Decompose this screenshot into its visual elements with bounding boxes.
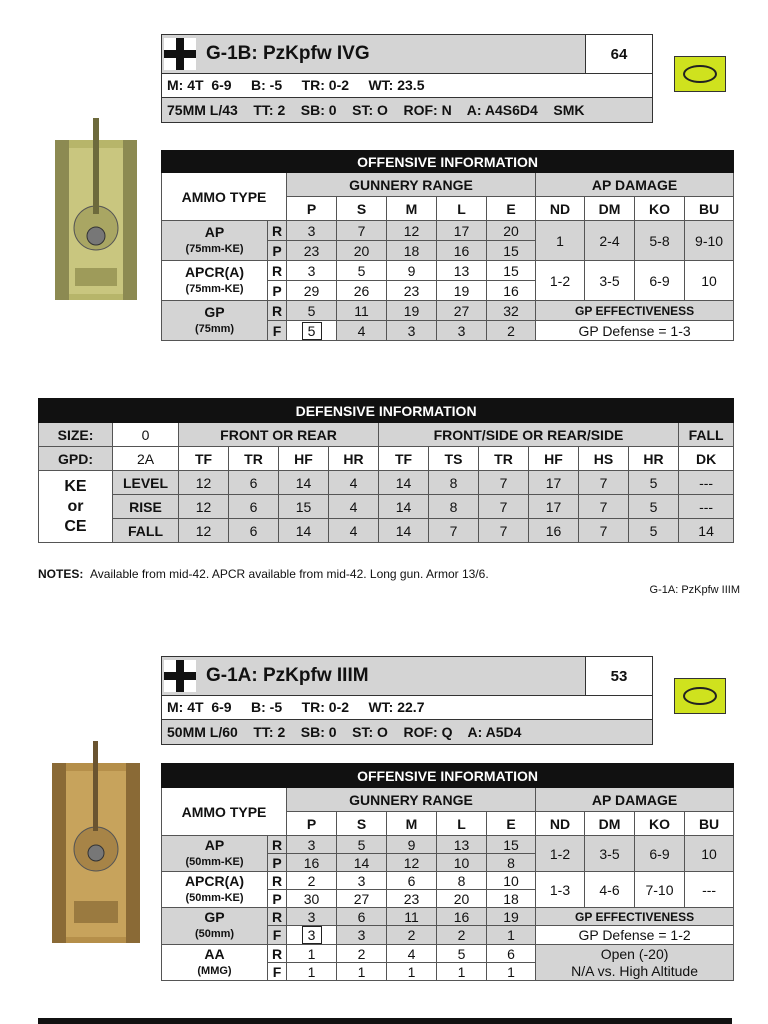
ammo-name: AP xyxy=(204,223,225,240)
armor-col: HF xyxy=(529,447,579,471)
cell: 2-4 xyxy=(585,221,635,261)
cell: 9-10 xyxy=(685,221,734,261)
cell: 17 xyxy=(529,495,579,519)
damage-col: BU xyxy=(685,812,734,836)
level-label: LEVEL xyxy=(113,471,179,495)
cell: 6 xyxy=(229,519,279,543)
ammo-type-header: AMMO TYPE xyxy=(162,788,287,836)
cell: 11 xyxy=(337,301,387,321)
card2-header xyxy=(161,656,653,745)
offensive-info-band: OFFENSIVE INFORMATION xyxy=(162,764,734,788)
cell: 17 xyxy=(529,471,579,495)
row-letter: R xyxy=(268,872,287,890)
cell: --- xyxy=(685,872,734,908)
bottom-band xyxy=(38,1018,732,1024)
row-letter: R xyxy=(268,945,287,963)
cell: 4 xyxy=(329,495,379,519)
cell: 18 xyxy=(387,241,437,261)
ammo-sub: (50mm-KE) xyxy=(185,891,244,904)
cell: 7-10 xyxy=(635,872,685,908)
cell: 13 xyxy=(437,261,487,281)
cell: 12 xyxy=(387,221,437,241)
cell: 15 xyxy=(487,261,536,281)
cell: 26 xyxy=(337,281,387,301)
cell: 14 xyxy=(279,471,329,495)
cell: 14 xyxy=(379,471,429,495)
cell: 6 xyxy=(487,945,536,963)
ap-damage-header: AP DAMAGE xyxy=(536,788,734,812)
row-letter: R xyxy=(268,301,287,321)
cell: 29 xyxy=(287,281,337,301)
cell: 17 xyxy=(437,221,487,241)
cell: 6 xyxy=(337,908,387,926)
next-unit-ref: G-1A: PzKpfw IIIM xyxy=(649,584,740,596)
row-letter: F xyxy=(268,926,287,945)
damage-col: BU xyxy=(685,197,734,221)
cell: 16 xyxy=(487,281,536,301)
row-letter: F xyxy=(268,963,287,981)
damage-col: KO xyxy=(635,197,685,221)
movement-stats: M: 4T 6-9 B: -5 TR: 0-2 WT: 23.5 xyxy=(162,74,652,98)
size-value: 0 xyxy=(113,423,179,447)
row-letter: R xyxy=(268,908,287,926)
cell: 13 xyxy=(437,836,487,854)
ammo-name: APCR(A) xyxy=(184,263,245,280)
tank-image-pzkpfw-iiim xyxy=(52,741,140,951)
cell: 1 xyxy=(287,963,337,981)
row-letter: R xyxy=(268,221,287,241)
fall-label: FALL xyxy=(113,519,179,543)
cell: 14 xyxy=(379,495,429,519)
cell: 7 xyxy=(479,519,529,543)
armor-col: HR xyxy=(329,447,379,471)
cell: 15 xyxy=(487,241,536,261)
cell: 12 xyxy=(179,519,229,543)
rise-label: RISE xyxy=(113,495,179,519)
ammo-sub: (MMG) xyxy=(197,964,232,977)
cell: 10 xyxy=(685,261,734,301)
cell: 19 xyxy=(437,281,487,301)
notes-text: Available from mid-42. APCR available from mid-42. Long gun. Armor 13/6. xyxy=(90,567,489,581)
cell: 7 xyxy=(579,495,629,519)
cell: 3 xyxy=(287,836,337,854)
unit-title: G-1B: PzKpfw IVG xyxy=(206,43,370,64)
cell: 1-2 xyxy=(536,261,585,301)
ammo-name: AP xyxy=(204,836,225,853)
cell: --- xyxy=(679,495,734,519)
cell: 1 xyxy=(536,221,585,261)
cell: 2 xyxy=(287,872,337,890)
cell: 3 xyxy=(287,261,337,281)
offensive-info-band: OFFENSIVE INFORMATION xyxy=(162,151,734,173)
gp-defense: GP Defense = 1-3 xyxy=(536,321,734,341)
cell: 16 xyxy=(529,519,579,543)
unit-cost: 64 xyxy=(585,35,652,73)
ammo-sub: (50mm-KE) xyxy=(185,855,244,868)
cell: 7 xyxy=(479,495,529,519)
cell: 23 xyxy=(387,890,437,908)
armor-col: TF xyxy=(179,447,229,471)
damage-col: KO xyxy=(635,812,685,836)
cell: 4-6 xyxy=(585,872,635,908)
cell: 20 xyxy=(487,221,536,241)
ammo-name: GP xyxy=(204,303,225,320)
front-side-header: FRONT/SIDE OR REAR/SIDE xyxy=(379,423,679,447)
damage-col: DM xyxy=(585,812,635,836)
cell: 2 xyxy=(387,926,437,945)
row-letter: P xyxy=(268,281,287,301)
front-rear-header: FRONT OR REAR xyxy=(179,423,379,447)
gp-defense: GP Defense = 1-2 xyxy=(536,926,734,945)
cell: 1 xyxy=(487,926,536,945)
defensive-info-band: DEFENSIVE INFORMATION xyxy=(39,399,734,423)
row-letter: F xyxy=(268,321,287,341)
cell: 5 xyxy=(629,495,679,519)
cell: 14 xyxy=(379,519,429,543)
cell: 3 xyxy=(287,221,337,241)
cell: 10 xyxy=(437,854,487,872)
ammo-type-header: AMMO TYPE xyxy=(162,173,287,221)
range-col: L xyxy=(437,197,487,221)
ammo-sub: (75mm-KE) xyxy=(185,242,244,255)
armor-col: TF xyxy=(379,447,429,471)
cell: 32 xyxy=(487,301,536,321)
cell: 6-9 xyxy=(635,261,685,301)
gpd-value: 2A xyxy=(113,447,179,471)
cell: 2 xyxy=(437,926,487,945)
or-label: or xyxy=(67,497,84,515)
unit-cost: 53 xyxy=(585,657,652,695)
gunnery-range-header: GUNNERY RANGE xyxy=(287,788,536,812)
gp-effectiveness: GP EFFECTIVENESS xyxy=(536,908,734,926)
cell: 12 xyxy=(387,854,437,872)
ammo-sub: (50mm) xyxy=(194,928,235,940)
cell: 6 xyxy=(387,872,437,890)
cell: 20 xyxy=(437,890,487,908)
range-col: S xyxy=(337,197,387,221)
armor-col: TR xyxy=(229,447,279,471)
cell: 23 xyxy=(387,281,437,301)
gun-stats: 50MM L/60 TT: 2 SB: 0 ST: O ROF: Q A: A5D4 xyxy=(162,720,652,744)
cell: 1 xyxy=(487,963,536,981)
cell: 3 xyxy=(437,321,487,341)
cell: 20 xyxy=(337,241,387,261)
range-col: P xyxy=(287,812,337,836)
range-col: P xyxy=(287,197,337,221)
tank-image-pzkpfw-ivg xyxy=(55,118,137,307)
boxed-cell: 3 xyxy=(302,926,322,944)
cell: 3-5 xyxy=(585,261,635,301)
row-letter: P xyxy=(268,241,287,261)
armor-col: HR xyxy=(629,447,679,471)
boxed-cell: 5 xyxy=(302,322,322,340)
cell: 16 xyxy=(437,241,487,261)
cell: 8 xyxy=(429,495,479,519)
cell: 6 xyxy=(229,495,279,519)
balkenkreuz-icon xyxy=(162,35,198,73)
cell: 4 xyxy=(387,945,437,963)
cell: 8 xyxy=(487,854,536,872)
cell: 16 xyxy=(287,854,337,872)
cell: 5 xyxy=(287,301,337,321)
cell: 6 xyxy=(229,471,279,495)
damage-col: ND xyxy=(536,812,585,836)
range-col: M xyxy=(387,197,437,221)
armor-col: TR xyxy=(479,447,529,471)
cell: 7 xyxy=(579,519,629,543)
cell: 3-5 xyxy=(585,836,635,872)
range-col: E xyxy=(487,812,536,836)
fall-header: FALL xyxy=(679,423,734,447)
cell: 11 xyxy=(387,908,437,926)
cell: 3 xyxy=(337,926,387,945)
cell: 2 xyxy=(487,321,536,341)
ce-label: CE xyxy=(64,517,87,535)
movement-stats: M: 4T 6-9 B: -5 TR: 0-2 WT: 22.7 xyxy=(162,696,652,720)
cell: 5 xyxy=(337,836,387,854)
cell: 27 xyxy=(337,890,387,908)
balkenkreuz-icon xyxy=(162,657,198,695)
gun-stats: 75MM L/43 TT: 2 SB: 0 ST: O ROF: N A: A4S6D4 SMK xyxy=(162,98,652,122)
row-letter: R xyxy=(268,836,287,854)
ap-damage-header: AP DAMAGE xyxy=(536,173,734,197)
cell: 12 xyxy=(179,471,229,495)
cell: 6-9 xyxy=(635,836,685,872)
cell: 9 xyxy=(387,836,437,854)
cell: --- xyxy=(679,471,734,495)
card1-header xyxy=(161,34,653,123)
range-col: S xyxy=(337,812,387,836)
cell: 1 xyxy=(287,945,337,963)
cell: 15 xyxy=(279,495,329,519)
ammo-sub: (75mm-KE) xyxy=(185,282,244,295)
cell: 27 xyxy=(437,301,487,321)
cell: 4 xyxy=(329,471,379,495)
cell: 5 xyxy=(629,471,679,495)
range-col: L xyxy=(437,812,487,836)
defensive-table xyxy=(38,398,734,543)
card2-offensive-table xyxy=(161,763,734,981)
cell: 4 xyxy=(329,519,379,543)
cell: 30 xyxy=(287,890,337,908)
ammo-sub: (75mm) xyxy=(194,322,235,335)
range-col: E xyxy=(487,197,536,221)
damage-col: ND xyxy=(536,197,585,221)
gunnery-range-header: GUNNERY RANGE xyxy=(287,173,536,197)
cell: 23 xyxy=(287,241,337,261)
notes-label: NOTES: xyxy=(38,567,84,581)
cell: 3 xyxy=(287,908,337,926)
unit-title: G-1A: PzKpfw IIIM xyxy=(206,665,369,686)
row-letter: P xyxy=(268,890,287,908)
cell: 7 xyxy=(479,471,529,495)
cell: 18 xyxy=(487,890,536,908)
cell: 1-3 xyxy=(536,872,585,908)
cell: 1-2 xyxy=(536,836,585,872)
ammo-name: APCR(A) xyxy=(184,872,245,889)
ke-label: KE xyxy=(64,477,87,495)
gpd-label: GPD: xyxy=(39,447,113,471)
cell: 5 xyxy=(437,945,487,963)
cell: 19 xyxy=(487,908,536,926)
card1-offensive-table xyxy=(161,150,734,341)
cell: 5 xyxy=(629,519,679,543)
cell: 14 xyxy=(337,854,387,872)
cell: 10 xyxy=(487,872,536,890)
cell: 1 xyxy=(437,963,487,981)
cell: 14 xyxy=(679,519,734,543)
row-letter: R xyxy=(268,261,287,281)
cell: 5 xyxy=(337,261,387,281)
ammo-name: GP xyxy=(204,909,225,925)
cell: 7 xyxy=(337,221,387,241)
cell: 3 xyxy=(387,321,437,341)
armor-col: HF xyxy=(279,447,329,471)
notes xyxy=(38,567,489,581)
cell: 15 xyxy=(487,836,536,854)
cell: 2 xyxy=(337,945,387,963)
cell: 9 xyxy=(387,261,437,281)
cell: 8 xyxy=(429,471,479,495)
unit-type-badge-icon xyxy=(674,678,726,714)
cell: 3 xyxy=(337,872,387,890)
range-col: M xyxy=(387,812,437,836)
gp-effectiveness: GP EFFECTIVENESS xyxy=(536,301,734,321)
size-label: SIZE: xyxy=(39,423,113,447)
cell: 10 xyxy=(685,836,734,872)
cell: 1 xyxy=(337,963,387,981)
aa-note-altitude: N/A vs. High Altitude xyxy=(571,962,698,979)
unit-type-badge-icon xyxy=(674,56,726,92)
armor-col: TS xyxy=(429,447,479,471)
row-letter: P xyxy=(268,854,287,872)
cell: 16 xyxy=(437,908,487,926)
cell: 14 xyxy=(279,519,329,543)
cell: 7 xyxy=(579,471,629,495)
cell: 1 xyxy=(387,963,437,981)
cell: 8 xyxy=(437,872,487,890)
cell: 7 xyxy=(429,519,479,543)
ammo-name: AA xyxy=(204,945,225,962)
armor-col: DK xyxy=(679,447,734,471)
cell: 4 xyxy=(337,321,387,341)
damage-col: DM xyxy=(585,197,635,221)
cell: 5-8 xyxy=(635,221,685,261)
armor-col: HS xyxy=(579,447,629,471)
cell: 12 xyxy=(179,495,229,519)
cell: 19 xyxy=(387,301,437,321)
aa-note-open: Open (-20) xyxy=(600,945,669,962)
